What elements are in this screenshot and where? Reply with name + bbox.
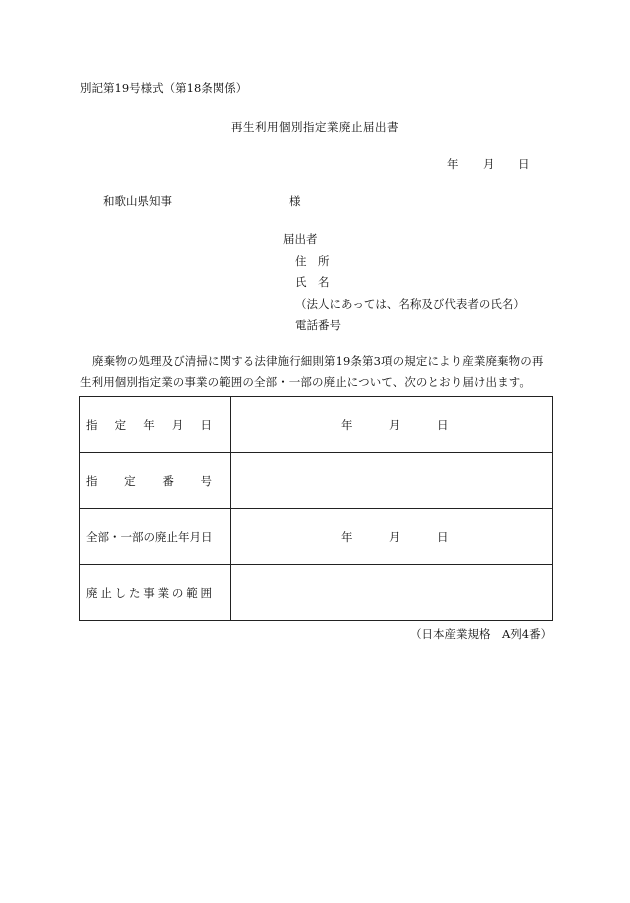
abolition-date-field[interactable] (231, 509, 553, 565)
year-label: 年 (341, 530, 353, 544)
form-table (79, 396, 553, 621)
abolition-date-label: 全部・一部の廃止年月日 (80, 509, 231, 565)
standard-footnote: （日本産業規格 A列4番） (410, 627, 553, 641)
honorific: 様 (289, 194, 301, 208)
month-label: 月 (389, 418, 401, 432)
date-year-label: 年 (447, 157, 459, 171)
designation-number-field[interactable] (231, 453, 553, 509)
body-statement: 廃棄物の処理及び清掃に関する法律施行細則第19条第3項の規定により産業廃棄物の再生利用個別指定業の事業の範囲の全部・一部の廃止について、次のとおり届け出ます。 (80, 354, 544, 389)
document-title: 再生利用個別指定業廃止届出書 (231, 120, 399, 134)
table-row (80, 397, 553, 453)
table-row (80, 509, 553, 565)
date-month-label: 月 (483, 157, 495, 171)
name-label: 氏 名 (295, 275, 330, 289)
day-label: 日 (437, 418, 449, 432)
addressee: 和歌山県知事 (103, 194, 172, 208)
month-label: 月 (389, 530, 401, 544)
day-label: 日 (437, 530, 449, 544)
designation-date-field[interactable] (231, 397, 553, 453)
designation-date-label: 指 定 年 月 日 (80, 397, 231, 453)
table-row (80, 453, 553, 509)
business-scope-label: 廃 止 し た 事 業 の 範 囲 (80, 565, 231, 621)
applicant-block (283, 229, 525, 337)
applicant-heading: 届出者 (283, 232, 318, 246)
year-label: 年 (341, 418, 353, 432)
form-reference: 別記第19号様式（第18条関係） (80, 81, 248, 95)
date-day-label: 日 (518, 157, 530, 171)
designation-number-label: 指 定 番 号 (80, 453, 231, 509)
address-label: 住 所 (295, 253, 330, 268)
corporate-note: （法人にあっては、名称及び代表者の氏名） (295, 296, 525, 311)
phone-label: 電話番号 (295, 318, 341, 332)
table-row (80, 565, 553, 621)
business-scope-field[interactable] (231, 565, 553, 621)
